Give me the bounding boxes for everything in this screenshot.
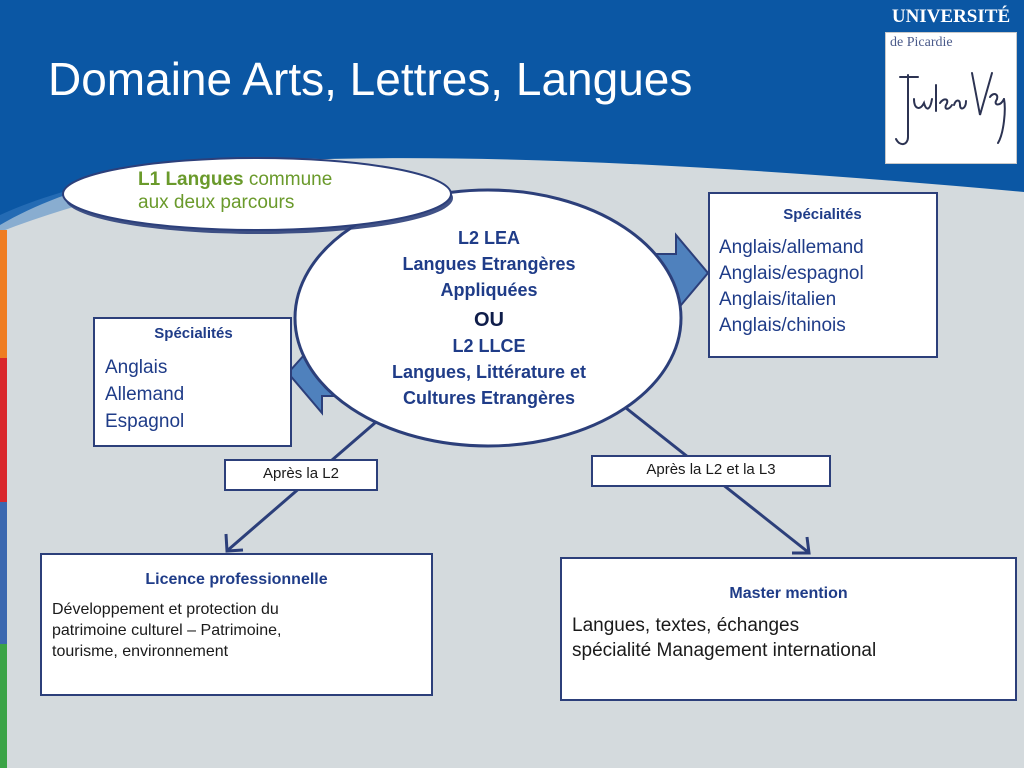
licence-pro-line: Développement et protection du <box>52 601 279 618</box>
l2-llce-name-line1: Langues, Littérature et <box>391 362 587 382</box>
l2-lea-name-line2: Appliquées <box>440 280 538 300</box>
slide-title: Domaine Arts, Lettres, Langues <box>48 53 693 105</box>
logo-university-name: UNIVERSITÉ <box>891 6 1011 27</box>
left-strip-green <box>0 644 7 768</box>
l2-connector: OU <box>474 309 504 331</box>
lea-specialite-item: Anglais/chinois <box>719 315 846 336</box>
l2-bubble-text <box>330 225 648 411</box>
lea-specialite-item: Anglais/espagnol <box>719 263 864 284</box>
licence-pro-line: tourisme, environnement <box>52 643 229 660</box>
logo-region: de Picardie <box>890 35 953 50</box>
l2-llce-code: L2 LLCE <box>452 336 526 356</box>
l1-rest-line2: aux deux parcours <box>138 192 295 213</box>
after-l2-tag: Après la L2 <box>224 459 378 491</box>
master-heading: Master mention <box>729 585 848 602</box>
licence-pro-box <box>40 553 433 696</box>
l1-bubble-text <box>138 168 332 214</box>
master-line: spécialité Management international <box>572 640 877 661</box>
licence-pro-line: patrimoine culturel – Patrimoine, <box>52 622 282 639</box>
llce-specialites-box <box>93 317 292 447</box>
master-box <box>560 557 1017 701</box>
l2-llce-name-line2: Cultures Etrangères <box>402 388 576 408</box>
master-line: Langues, textes, échanges <box>572 615 800 636</box>
llce-specialite-item: Espagnol <box>105 411 185 432</box>
lea-specialite-item: Anglais/allemand <box>719 237 864 258</box>
logo-card <box>885 32 1017 164</box>
lea-specialites-heading: Spécialités <box>783 206 862 223</box>
llce-specialite-item: Allemand <box>105 384 185 405</box>
after-l2-l3-tag: Après la L2 et la L3 <box>591 455 831 487</box>
licence-pro-heading: Licence professionnelle <box>145 571 328 588</box>
university-logo <box>885 4 1017 164</box>
llce-specialites-heading: Spécialités <box>154 325 233 342</box>
l2-lea-name-line1: Langues Etrangères <box>402 254 576 274</box>
left-strip-orange <box>0 230 7 358</box>
signature-icon <box>886 33 1016 163</box>
l1-highlight: L1 Langues <box>138 169 244 190</box>
lea-specialite-item: Anglais/italien <box>719 289 837 310</box>
l1-rest-line1: commune <box>248 169 333 190</box>
left-strip-red <box>0 358 7 502</box>
lea-specialites-box <box>708 192 938 358</box>
l2-lea-code: L2 LEA <box>457 228 520 248</box>
left-strip-blue <box>0 502 7 644</box>
llce-specialite-item: Anglais <box>105 357 168 378</box>
